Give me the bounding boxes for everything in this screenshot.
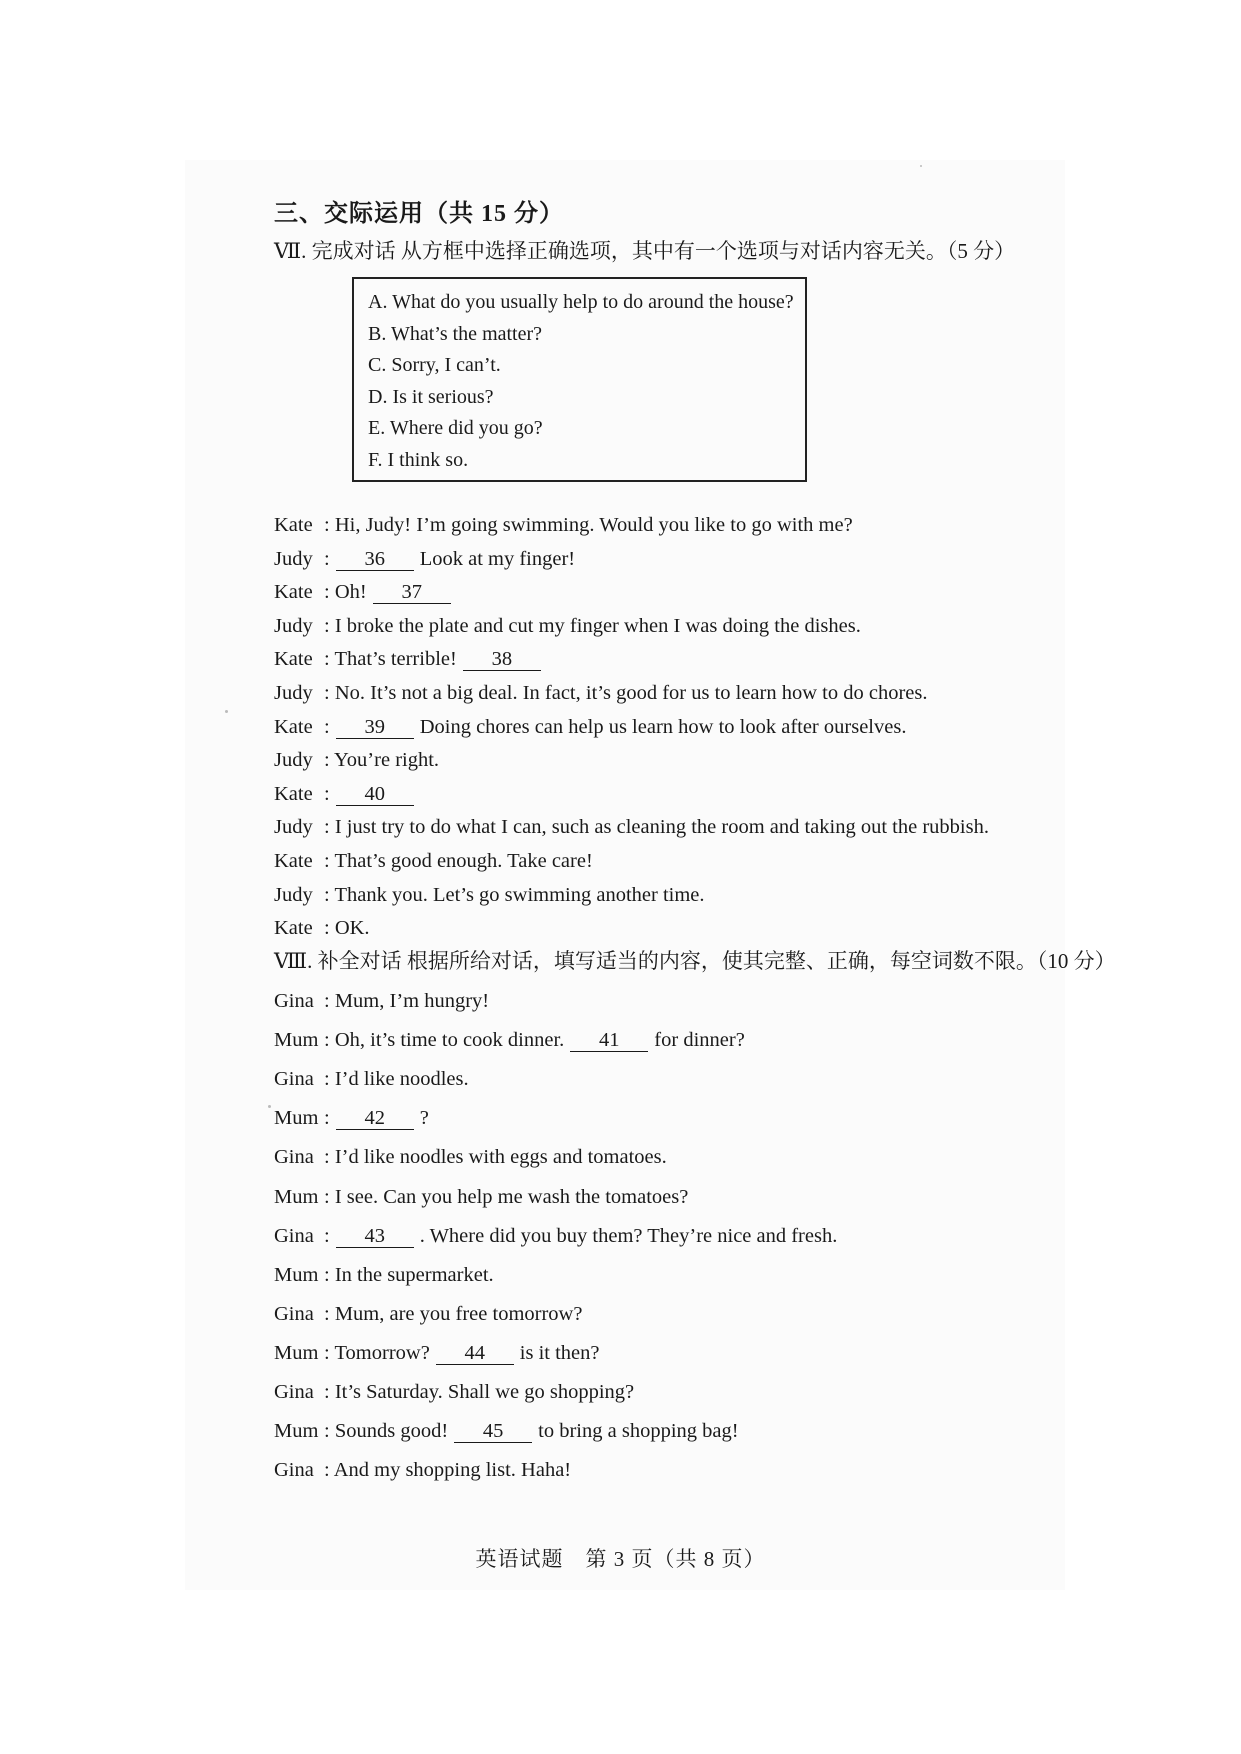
dialog-text: : (324, 782, 330, 805)
speaker-name: Kate (274, 917, 313, 940)
dialog-text: : I just try to do what I can, such as cleaning the room and taking out the rubbish. (324, 816, 989, 839)
dialog-line (274, 988, 489, 1014)
dialog-text: : It’s Saturday. Shall we go shopping? (324, 1381, 635, 1403)
dialog-line (274, 1262, 494, 1288)
answer-blank[interactable]: 38 (463, 648, 541, 671)
speaker-name: Gina (274, 1302, 314, 1325)
speaker-name: Judy (274, 547, 313, 570)
dialog-line (274, 882, 705, 908)
speaker-name: Gina (274, 1068, 314, 1091)
dialog-line (274, 579, 457, 605)
dialog-text: : I’d like noodles with eggs and tomatoes. (324, 1146, 667, 1169)
dialog-text: : Thank you. Let’s go swimming another time. (324, 883, 705, 906)
dialog-text: : (324, 1107, 330, 1130)
option-b: B. What’s the matter? (368, 322, 543, 345)
dialog-text: : That’s terrible! (324, 648, 457, 671)
option-d: D. Is it serious? (368, 385, 494, 408)
dialog-text: Doing chores can help us learn how to look after ourselves. (419, 715, 907, 738)
dialog-text: . Where did you buy them? They’re nice and fresh. (419, 1224, 838, 1247)
dialog-line (274, 1301, 582, 1327)
dialog-text: is it then? (519, 1341, 600, 1364)
speaker-name: Gina (274, 1459, 314, 1482)
dialog-text: : OK. (324, 917, 370, 940)
dialog-line (274, 848, 593, 874)
speaker-name: Gina (274, 1146, 314, 1169)
dialog-line (274, 613, 861, 639)
speaker-name: Gina (274, 990, 314, 1012)
speaker-name: Kate (274, 648, 313, 671)
dialog-line (274, 915, 370, 941)
answer-blank[interactable]: 39 (336, 716, 414, 739)
speaker-name: Judy (274, 816, 313, 839)
speaker-name: Judy (274, 749, 313, 772)
dialog-line (274, 747, 439, 773)
dialog-line (274, 680, 928, 706)
dialog-line (274, 1027, 745, 1053)
dialog-line (274, 1340, 600, 1366)
dialog-line (274, 1223, 837, 1249)
dialog-line (274, 1184, 688, 1210)
dialog-text: : That’s good enough. Take care! (324, 850, 593, 872)
dialog-text: : Mum, are you free tomorrow? (324, 1302, 583, 1325)
dialog-line (274, 781, 420, 807)
answer-blank[interactable]: 44 (436, 1342, 514, 1365)
part7-instruction: Ⅶ. 完成对话 从方框中选择正确选项，其中有一个选项与对话内容无关。（5 分） (274, 239, 1016, 263)
dialog-text: : In the supermarket. (324, 1263, 494, 1286)
page-footer: 英语试题 第 3 页（共 8 页） (475, 1547, 766, 1571)
answer-blank[interactable]: 40 (336, 783, 414, 806)
scan-speck (920, 165, 922, 167)
dialog-text: : I see. Can you help me wash the tomatoes? (324, 1185, 689, 1208)
speaker-name: Mum (274, 1341, 319, 1364)
option-c: C. Sorry, I can’t. (368, 354, 501, 376)
dialog-line (274, 1379, 634, 1405)
dialog-text: : Mum, I’m hungry! (324, 990, 490, 1012)
option-f: F. I think so. (368, 448, 469, 471)
dialog-text: : Tomorrow? (324, 1341, 430, 1364)
speaker-name: Mum (274, 1107, 319, 1130)
dialog-text: : Oh, it’s time to cook dinner. (324, 1029, 565, 1052)
speaker-name: Kate (274, 715, 313, 738)
dialog-text: : And my shopping list. Haha! (324, 1459, 572, 1482)
speaker-name: Mum (274, 1263, 319, 1286)
part8-instruction: Ⅷ. 补全对话 根据所给对话，填写适当的内容，使其完整、正确，每空词数不限。（10 分） (274, 949, 1116, 973)
options-box (352, 277, 807, 482)
answer-blank[interactable]: 42 (336, 1107, 414, 1130)
dialog-text: : Oh! (324, 581, 367, 604)
dialog-line (274, 512, 853, 538)
dialog-text: : Hi, Judy! I’m going swimming. Would you like to go with me? (324, 514, 853, 536)
section-title: 三、交际运用（共 15 分） (274, 201, 564, 227)
dialog-text: : No. It’s not a big deal. In fact, it’s good for us to learn how to do chores. (324, 682, 928, 704)
dialog-text: : (324, 547, 330, 570)
speaker-name: Mum (274, 1420, 319, 1443)
dialog-text: for dinner? (654, 1029, 745, 1052)
dialog-text: : I broke the plate and cut my finger when I was doing the dishes. (324, 614, 861, 637)
speaker-name: Gina (274, 1224, 314, 1247)
speaker-name: Kate (274, 782, 313, 805)
answer-blank[interactable]: 43 (336, 1225, 414, 1248)
option-a: A. What do you usually help to do around the house? (368, 291, 794, 313)
speaker-name: Mum (274, 1185, 319, 1208)
answer-blank[interactable]: 41 (570, 1029, 648, 1052)
dialog-line (274, 814, 989, 840)
option-e: E. Where did you go? (368, 417, 543, 439)
dialog-line (274, 714, 906, 740)
speaker-name: Mum (274, 1029, 319, 1052)
dialog-line (274, 1105, 429, 1131)
speaker-name: Kate (274, 850, 313, 872)
dialog-line (274, 1144, 667, 1170)
speaker-name: Kate (274, 514, 313, 536)
dialog-text: to bring a shopping bag! (538, 1420, 739, 1443)
dialog-text: ? (419, 1107, 429, 1130)
speaker-name: Judy (274, 614, 313, 637)
dialog-text: Look at my finger! (419, 547, 576, 570)
speaker-name: Gina (274, 1381, 314, 1403)
dialog-line (274, 1066, 469, 1092)
scan-speck (225, 710, 228, 713)
dialog-line (274, 646, 547, 672)
answer-blank[interactable]: 45 (454, 1420, 532, 1443)
speaker-name: Judy (274, 883, 313, 906)
scan-speck (268, 1105, 271, 1108)
answer-blank[interactable]: 36 (336, 548, 414, 571)
speaker-name: Judy (274, 682, 313, 704)
dialog-line (274, 1418, 739, 1444)
dialog-text: : (324, 715, 330, 738)
dialog-text: : (324, 1224, 330, 1247)
answer-blank[interactable]: 37 (373, 581, 451, 604)
dialog-text: : Sounds good! (324, 1420, 449, 1443)
speaker-name: Kate (274, 581, 313, 604)
dialog-line (274, 1457, 571, 1483)
dialog-text: : You’re right. (324, 749, 440, 772)
dialog-line (274, 546, 575, 572)
dialog-text: : I’d like noodles. (324, 1068, 469, 1091)
